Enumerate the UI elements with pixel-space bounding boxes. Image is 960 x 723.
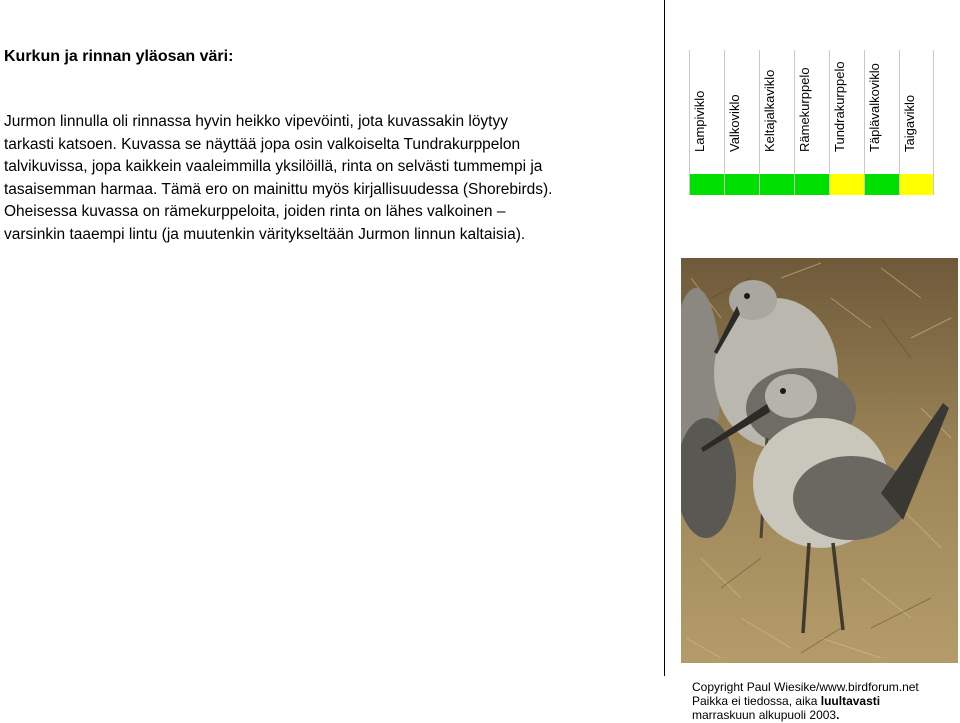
species-status-cell — [690, 174, 724, 195]
section-heading: Kurkun ja rinnan yläosan väri: — [4, 48, 234, 65]
species-column — [759, 50, 794, 195]
species-status-cell — [865, 174, 899, 195]
emphasis-text: luultavasti — [820, 694, 881, 708]
paragraph-line: tasaisemman harmaa. Tämä ero on mainittu myös kirjallisuudessa (Shorebirds). — [4, 180, 553, 198]
date-line: marraskuun alkupuoli 2003. — [692, 708, 840, 722]
species-column — [794, 50, 829, 195]
paragraph-line: varsinkin taaempi lintu (ja muutenkin väritykseltään Jurmon linnun kaltaisia). — [4, 225, 526, 243]
species-status-cell — [725, 174, 759, 195]
paragraph-line: Jurmon linnulla oli rinnassa hyvin heikko vipevöinti, jota kuvassakin löytyy — [4, 113, 508, 130]
species-status-cell — [900, 174, 933, 195]
species-label: Täplävalkoviklo — [867, 63, 882, 152]
species-column — [899, 50, 934, 195]
photo-caption — [692, 680, 919, 722]
description-paragraph — [4, 111, 644, 247]
paragraph-line: tarkasti katsoen. Kuvassa se näyttää jopa osin valkoiselta Tundrakurppelon — [4, 135, 521, 153]
column-divider — [664, 0, 665, 676]
species-label: Valkoviklo — [727, 94, 742, 152]
paragraph-line: Oheisessa kuvassa on rämekurppeloita, joiden rinta on lähes valkoinen – — [4, 203, 506, 221]
copyright-line: Copyright Paul Wiesike/www.birdforum.net — [692, 680, 919, 694]
species-column — [864, 50, 899, 195]
species-label: Taigaviklo — [902, 94, 917, 152]
species-label: Tundrakurppelo — [832, 61, 847, 152]
species-status-cell — [795, 174, 829, 195]
species-comparison-matrix — [689, 50, 934, 195]
species-label: Lampiviklo — [692, 90, 707, 152]
species-label: Keltajalkaviklo — [762, 69, 777, 152]
species-label: Rämekurppelo — [797, 67, 812, 152]
species-status-cell — [760, 174, 794, 195]
species-column — [689, 50, 724, 195]
bird-photo — [681, 258, 958, 663]
species-column — [724, 50, 759, 195]
location-line: Paikka ei tiedossa, aika luultavasti — [692, 694, 881, 708]
species-status-cell — [830, 174, 864, 195]
species-column — [829, 50, 864, 195]
paragraph-line: talvikuvissa, jopa kaikkein vaaleimmilla yksilöillä, rinta on selvästi tummempi ja — [4, 158, 543, 176]
